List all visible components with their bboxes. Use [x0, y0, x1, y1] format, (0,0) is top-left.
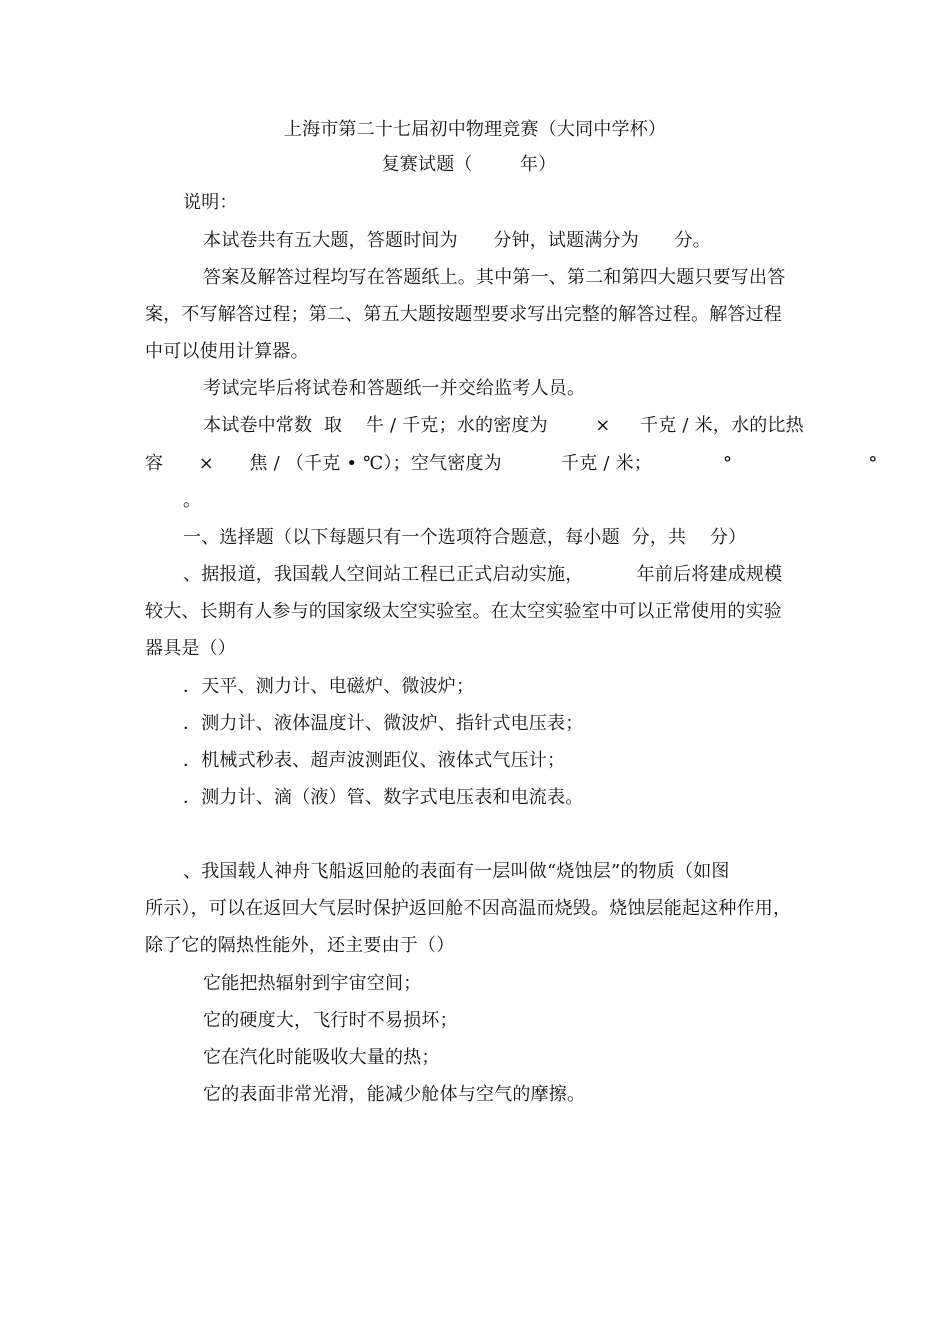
question-2-stem-line-3: 除了它的隔热性能外，还主要由于（）	[145, 935, 455, 956]
instructions-paragraph-2-line-2: 案，不写解答过程；第二、第五大题按题型要求写出完整的解答过程。解答过程	[145, 304, 782, 325]
question-1-option-a: ．天平、测力计、电磁炉、微波炉；	[183, 676, 475, 697]
section-1-heading: 一、选择题（以下每题只有一个选项符合题意，每小题 分，共 分）	[183, 527, 747, 548]
question-2-stem-line-1: 、我国载人神舟飞船返回舱的表面有一层叫做“烧蚀层”的物质（如图	[183, 861, 730, 882]
question-1-stem-line-2: 较大、长期有人参与的国家级太空实验室。在太空实验室中可以正常使用的实验	[145, 601, 782, 622]
instructions-paragraph-2-line-1: 答案及解答过程均写在答题纸上。其中第一、第二和第四大题只要写出答	[203, 267, 786, 288]
instructions-paragraph-2-line-3: 中可以使用计算器。	[145, 341, 309, 362]
instructions-paragraph-1: 本试卷共有五大题，答题时间为 分钟，试题满分为 分。	[203, 230, 711, 251]
question-2-stem-line-2: 所示），可以在返回大气层时保护返回舱不因高温而烧毁。烧蚀层能起这种作用，	[145, 898, 792, 919]
question-1-stem-line-3: 器具是（）	[145, 638, 236, 659]
instructions-paragraph-3: 考试完毕后将试卷和答题纸一并交给监考人员。	[203, 378, 586, 399]
question-1-option-b: ．测力计、液体温度计、微波炉、指针式电压表；	[183, 713, 584, 734]
instructions-paragraph-4-line-3: 。	[183, 490, 202, 511]
instructions-paragraph-4-line-2: 容 × 焦 / （千克 • ℃）；空气密度为 千克 / 米； ° °	[145, 453, 878, 474]
instructions-paragraph-4-line-1: 本试卷中常数 取 牛 / 千克；水的密度为 × 千克 / 米，水的比热	[203, 415, 804, 436]
question-1-option-c: ．机械式秒表、超声波测距仪、液体式气压计；	[183, 750, 566, 771]
instructions-heading: 说明：	[183, 192, 238, 213]
question-1-stem-line-1: 、据报道，我国载人空间站工程已正式启动实施， 年前后将建成规模	[183, 564, 783, 585]
document-title: 上海市第二十七届初中物理竞赛（大同中学杯）	[283, 119, 667, 140]
question-1-option-d: ．测力计、滴（液）管、数字式电压表和电流表。	[183, 787, 584, 808]
question-2-option-c: 它在汽化时能吸收大量的热；	[203, 1047, 440, 1068]
document-subtitle: 复赛试题（ 年）	[381, 154, 557, 175]
question-2-option-d: 它的表面非常光滑，能减少舱体与空气的摩擦。	[203, 1084, 586, 1105]
question-2-option-a: 它能把热辐射到宇宙空间；	[203, 973, 422, 994]
question-2-option-b: 它的硬度大，飞行时不易损坏；	[203, 1010, 458, 1031]
